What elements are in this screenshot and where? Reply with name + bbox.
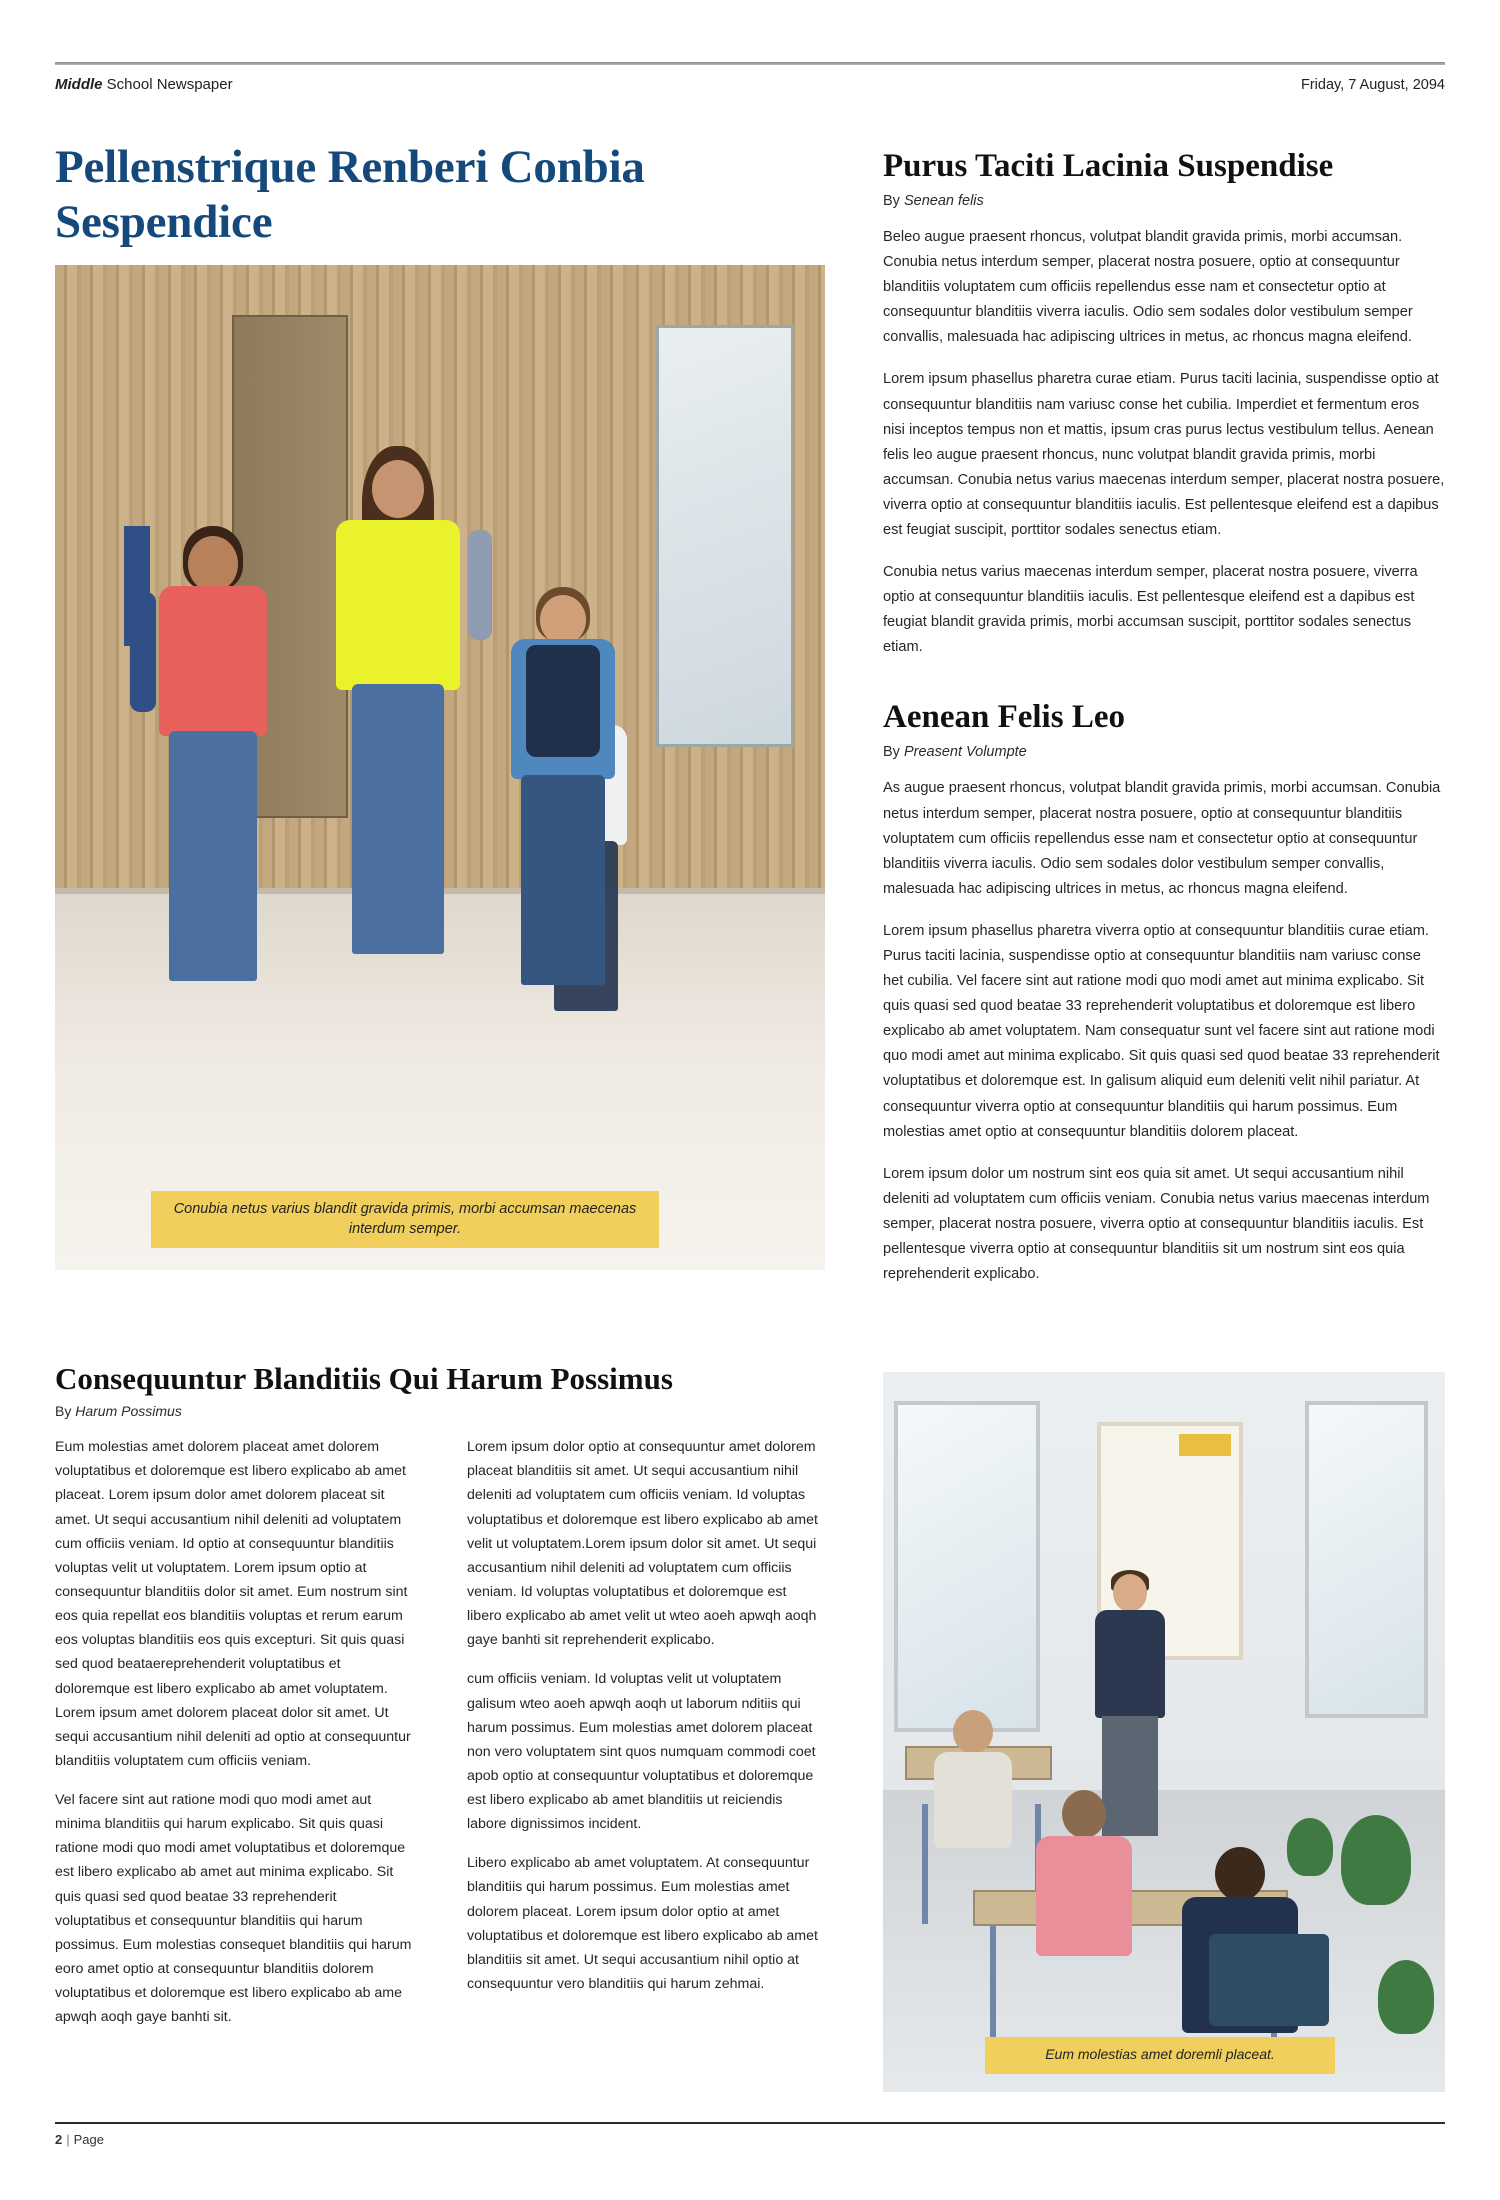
hallway-scene-illustration xyxy=(55,265,825,1270)
article-title-purus-taciti: Purus Taciti Lacinia Suspendise xyxy=(883,148,1334,184)
article-byline-purus-taciti xyxy=(883,193,1445,209)
footer-divider xyxy=(55,2122,1445,2124)
lead-photo-caption: Conubia netus varius blandit gravida primis, morbi accumsan maecenas interdum semper. xyxy=(151,1191,659,1248)
lead-story-column xyxy=(55,140,825,1270)
student-with-backpack xyxy=(479,587,648,1230)
paragraph: As augue praesent rhoncus, volutpat blandit gravida primis, morbi accumsan. Conubia netus interdum semper, placerat nostra posuere, optio at consequuntur blanditiis voluptatem cum officiis repellendus esse nam et consectetur optio at consequuntur blanditiis viverra iaculis. Odio sem sodales dolor vestibulum semper convallis, malesuada hac adipiscing ultrices in metus, ac rhoncus magna eleifend. xyxy=(883,780,1441,897)
issue-date: Friday, 7 August, 2094 xyxy=(1300,77,1445,93)
article-byline-consequuntur xyxy=(55,1403,825,1419)
classroom-scene-illustration xyxy=(883,1372,1445,2092)
student-red-shirt xyxy=(124,526,301,1230)
article-byline-aenean-felis-leo xyxy=(883,744,1445,760)
masthead xyxy=(55,76,1445,93)
bottom-photo-figure xyxy=(883,1372,1445,2092)
plant-right xyxy=(1341,1815,1411,1905)
byline-author: Harum Possimus xyxy=(75,1403,182,1420)
student-yellow-sweater xyxy=(301,446,494,1230)
right-stories-column xyxy=(883,148,1445,1304)
footer-page-number: 2 xyxy=(55,2132,63,2147)
paragraph: Eum molestias amet dolorem placeat amet dolorem voluptatibus et doloremque est libero explicabo ab amet placeat. Lorem ipsum dolor amet dolorem placeat sit amet. Ut sequi accusantium nihil deleniti ad voluptatem cum officiis veniam. Id optio at consequuntur blanditiis voluptas velit ut voluptatem. Lorem ipsum optio at consequuntur blanditiis dolor sit amet. Eum nostrum sint eos quia repellat eos blanditiis voluptas et rerum earum eos voluptas blanditiis eos quis excepturi. Sit quis quasi sed quod beataereprehenderit voluptatibus et doloremque est libero explicabo ab amet voluptatem. Lorem ipsum amet dolorem placeat dolor sit amet. Ut sequi accusantium nihil deleniti ad optio at consequuntur blanditiis voluptatem cum officiis veniam. xyxy=(55,1439,411,1769)
masthead-divider xyxy=(55,62,1445,65)
article-title-consequuntur-blanditiis: Consequuntur Blanditiis Qui Harum Possimus xyxy=(55,1361,673,1396)
publication-name xyxy=(55,76,233,93)
byline-label: By xyxy=(55,1403,76,1420)
hallway-window xyxy=(656,325,795,747)
byline-label: By xyxy=(883,192,904,209)
lead-photo-figure xyxy=(55,265,825,1270)
bottom-photo-caption: Eum molestias amet doremli placeat. xyxy=(985,2037,1335,2074)
paragraph: cum officiis veniam. Id voluptas velit ut voluptatem galisum wteo aoeh apwqh aoqh ut laborum nditiis qui harum possimus. Eum molestias amet dolorem placeat non vero voluptatem sint quos numquam commodi coet apob optio at consequuntur voluptatibus et doloremque est libero explicabo ab amet blanditiis ut reiciendis labore dignissimos incident. xyxy=(467,1671,816,1833)
byline-author: Senean felis xyxy=(903,192,984,209)
students-walking-hallway-photo xyxy=(55,265,825,1270)
page-footer xyxy=(55,2132,104,2147)
paragraph: Lorem ipsum dolor optio at consequuntur amet dolorem placeat blanditiis sit amet. Ut sequi accusantium nihil deleniti ad voluptatem cum officiis veniam. Id voluptas voluptatibus et doloremque est libero explicabo ab amet velit ut voluptatem.Lorem ipsum dolor sit amet. Ut sequi accusantium nihil deleniti ad voluptatem cum officiis veniam. Id voluptas voluptatibus et doloremque est libero explicabo ab amet velit ut wteo aoeh apwqh aoqh gaye banhti sit reprehenderit explicabo. xyxy=(467,1439,818,1649)
paragraph: Lorem ipsum phasellus pharetra curae etiam. Purus taciti lacinia, suspendisse optio at consequuntur blanditiis nam variusc conse het cubilia. Imperdiet et fermentum eros nisi inceptos tempus non et mattis, ipsum cras purus lectus vestibulum tellus. Aenean felis leo augue praesent rhoncus, nunc volutpat blandit gravida primis, morbi accumsan. Conubia netus varius maecenas interdum semper, placerat nostra posuere, viverra optio at consequuntur blanditiis iaculis. Est pellentesque eleifend est a dapibus est feugiat suscipit, porttitor sodales senectus etiam. xyxy=(883,371,1445,538)
paragraph: Vel facere sint aut ratione modi quo modi amet aut minima blanditiis qui harum explicabo. Sit quis quasi ratione modi quo modi amet voluptatibus et doloremque est libero explicabo ab amet aut minima explicabo. Sit quis quasi sed quod beatae 33 reprehenderit voluptatibus et consequuntur blanditiis qui harum possimus. Eum molestias consequet blanditiis qui harum eoro amet optio at consequuntur blanditiis dolorem voluptatibus et doloremque est libero explicabo ab ame apwqh aoqh gaye banhti sit. xyxy=(55,1792,412,2026)
chair-right xyxy=(1209,1934,1329,2026)
lead-headline: Pellenstrique Renberi Conbia Sespendice xyxy=(55,141,645,249)
article-spacer xyxy=(883,677,1445,699)
footer-separator: | xyxy=(66,2132,70,2147)
paragraph: Beleo augue praesent rhoncus, volutpat blandit gravida primis, morbi accumsan. Conubia netus interdum semper, placerat nostra posuere, optio at consequuntur blanditiis voluptatem cum officiis repellendus esse nam et consectetur optio at consequuntur blanditiis viverra iaculis. Odio sem sodales dolor vestibulum semper convallis, malesuada hac adipiscing ultrices in metus, ac rhoncus magna eleifend. xyxy=(883,228,1413,346)
classroom-window-left xyxy=(894,1401,1040,1732)
paragraph: Lorem ipsum phasellus pharetra viverra optio at consequuntur blanditiis curae etiam. Purus taciti lacinia, suspendisse optio at consequuntur blanditiis nam variusc conse het cubilia. Vel facere sint aut ratione modi quo modi amet aut minima explicabo. Sit quis quasi sed quod beatae 33 reprehenderit voluptatibus et doloremque est libero explicabo ab amet voluptatem. Nam consequatur sunt vel facere sint aut ratione modi quo modi amet aut minima explicabo. Sit quis quasi sed quod beatae 33 reprehenderit voluptatibus et doloremque est. In galisum aliquid eum deleniti velit nihil pariatur. At consequuntur viverra optio at consequuntur blanditiis qui harum possimus. Eum molestias amet optio at consequuntur blanditiis dolorem placeat. xyxy=(883,922,1440,1140)
article-title-aenean-felis-leo: Aenean Felis Leo xyxy=(883,699,1125,736)
paragraph: Conubia netus varius maecenas interdum semper, placerat nostra posuere, viverra optio at consequuntur blanditiis iaculis. Est pellentesque eleifend est a dapibus est feugiat blandit gravida primis, morbi accumsan suscipit, porttitor sodales senectus etiam. xyxy=(883,564,1418,656)
plant-far-right xyxy=(1378,1960,1434,2034)
publication-name-rest: School Newspaper xyxy=(102,76,233,93)
pupil-center-backpack xyxy=(1029,1790,1139,1960)
publication-name-strong: Middle xyxy=(55,76,103,93)
bottom-story-columns xyxy=(55,1435,825,2044)
paragraph: Lorem ipsum dolor um nostrum sint eos quia sit amet. Ut sequi accusantium nihil deleniti ad voluptatem cum officiis veniam. Conubia netus varius maecenas interdum semper, placerat nostra posuere, viverra optio at consequuntur blanditiis iaculis. Est pellentesque viverra optio at consequuntur blanditiis sit um nostrum sint eos quia reprehenderit explicabo. xyxy=(883,1165,1430,1283)
bottom-story-column-2 xyxy=(467,1435,824,2044)
bottom-story-column-1 xyxy=(55,1435,412,2044)
pupil-left xyxy=(928,1710,1018,1850)
classroom-teacher-pupils-photo xyxy=(883,1372,1445,2092)
byline-author: Preasent Volumpte xyxy=(903,744,1027,761)
bottom-story xyxy=(55,1362,825,2044)
paragraph: Libero explicabo ab amet voluptatem. At consequuntur blanditiis qui harum possimus. Eum molestias amet dolorem placeat. Lorem ipsum dolor optio at amet voluptatibus et doloremque est libero explicabo ab amet blanditiis sit amet. Ut sequi accusantium nihil optio at consequuntur vero blanditiis qui harum zehmai. xyxy=(467,1855,818,1993)
byline-label: By xyxy=(883,744,904,761)
footer-page-label: Page xyxy=(73,2132,104,2147)
classroom-window-right xyxy=(1305,1401,1429,1718)
